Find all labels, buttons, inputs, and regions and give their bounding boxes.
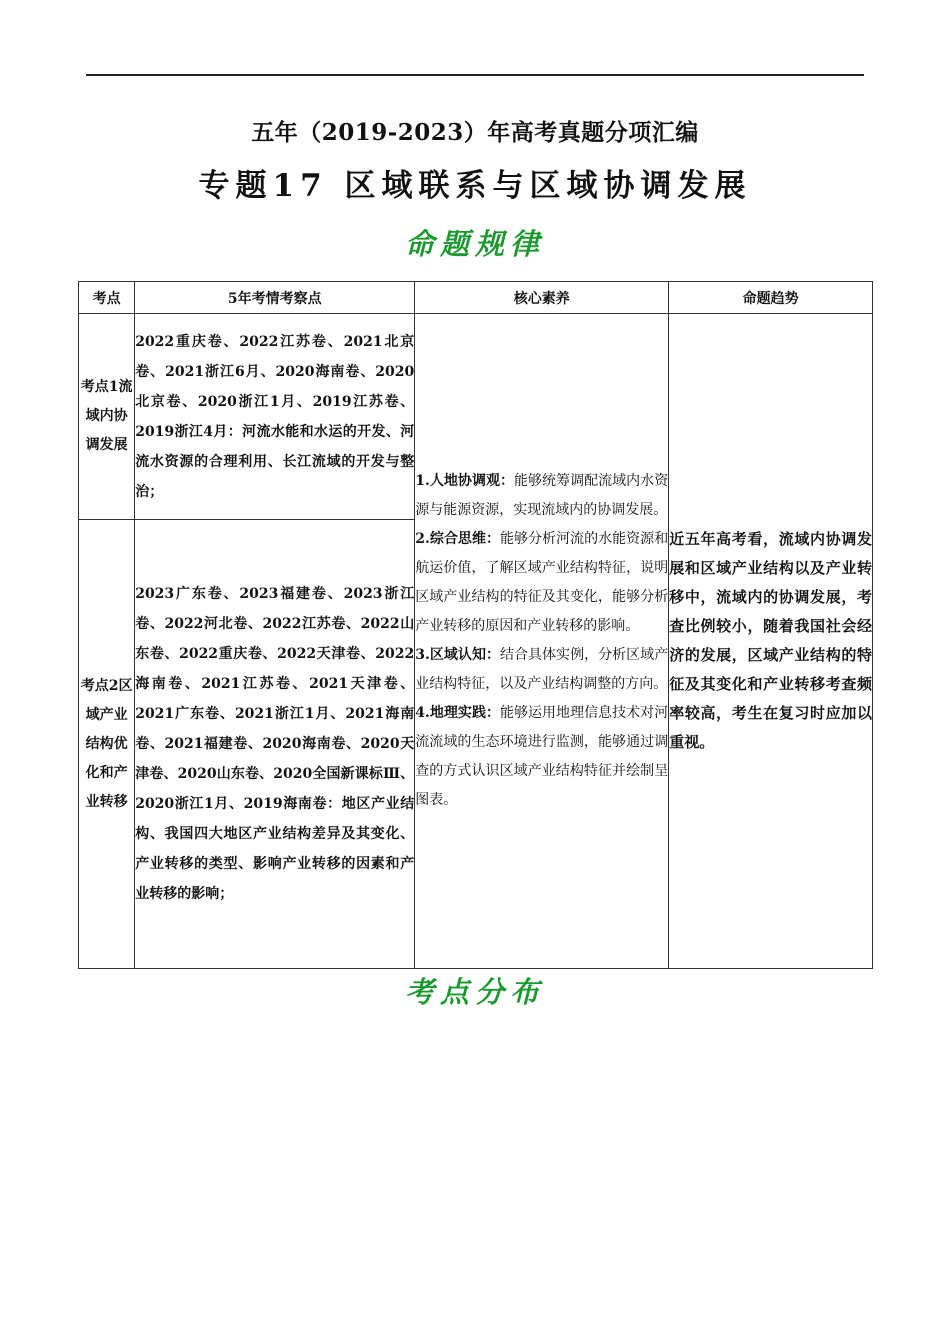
header-rule (86, 74, 864, 76)
exam-analysis-table (78, 281, 873, 969)
section-heading-rules: 命题规律 (404, 227, 545, 261)
header-cell-exams: 5年考情考察点 (135, 282, 415, 314)
core-item-label: 3.区域认知： (415, 647, 500, 663)
core-item (415, 525, 668, 641)
core-item (415, 699, 668, 815)
table-row (79, 314, 873, 520)
core-literacy-cell (415, 314, 669, 969)
core-item-text: 能够运用地理信息技术对河流流域的生态环境进行监测，能够通过调查的方式认识区域产业结构特征并绘制呈图表。 (415, 705, 669, 808)
exam-list-cell: 2023广东卷、2023福建卷、2023浙江卷、2022河北卷、2022江苏卷、2022山东卷、2022重庆卷、2022天津卷、2022海南卷、2021江苏卷、2021天津卷、2021广东卷、2021浙江1月、2021海南卷、2021福建卷、2020海南卷、2020天津卷、2020山东卷、2020全国新课标Ⅲ、2020浙江1月、2019海南卷：地区产业结构、我国四大地区产业结构差异及其变化、产业转移的类型、影响产业转移的因素和产业转移的影响； (135, 520, 415, 969)
exam-point-cell: 考点2区域产业结构优化和产业转移 (79, 520, 135, 969)
trend-cell: 近五年高考看，流域内协调发展和区域产业结构以及产业转移中，流域内的协调发展，考查比例较小，随着我国社会经济的发展，区域产业结构的特征及其变化和产业转移考查频率较高，考生在复习时应加以重视。 (669, 314, 873, 969)
document-title: 专题17 区域联系与区域协调发展 (198, 168, 752, 204)
core-item-text: 能够分析河流的水能资源和航运价值，了解区域产业结构特征，说明区域产业结构的特征及其变化，能够分析产业转移的原因和产业转移的影响。 (415, 531, 669, 634)
core-item-text: 结合具体实例，分析区域产业结构特征，以及产业结构调整的方向。 (415, 647, 669, 692)
header-cell-core: 核心素养 (415, 282, 669, 314)
header-cell-trend: 命题趋势 (669, 282, 873, 314)
core-item (415, 641, 668, 699)
core-item (415, 467, 668, 525)
section-heading-distribution: 考点分布 (404, 975, 545, 1009)
table-header-row (79, 282, 873, 314)
exam-list-cell: 2022重庆卷、2022江苏卷、2021北京卷、2021浙江6月、2020海南卷、2020北京卷、2020浙江1月、2019江苏卷、2019浙江4月：河流水能和水运的开发、河流水资源的合理利用、长江流域的开发与整治； (135, 314, 415, 520)
exam-point-cell: 考点1流域内协调发展 (79, 314, 135, 520)
header-cell-point: 考点 (79, 282, 135, 314)
document-subtitle: 五年（2019-2023）年高考真题分项汇编 (251, 119, 699, 146)
core-item-label: 4.地理实践： (415, 705, 500, 721)
core-item-text: 能够统筹调配流域内水资源与能源资源，实现流域内的协调发展。 (415, 473, 669, 518)
core-item-label: 1.人地协调观： (415, 473, 514, 489)
core-item-label: 2.综合思维： (415, 531, 500, 547)
